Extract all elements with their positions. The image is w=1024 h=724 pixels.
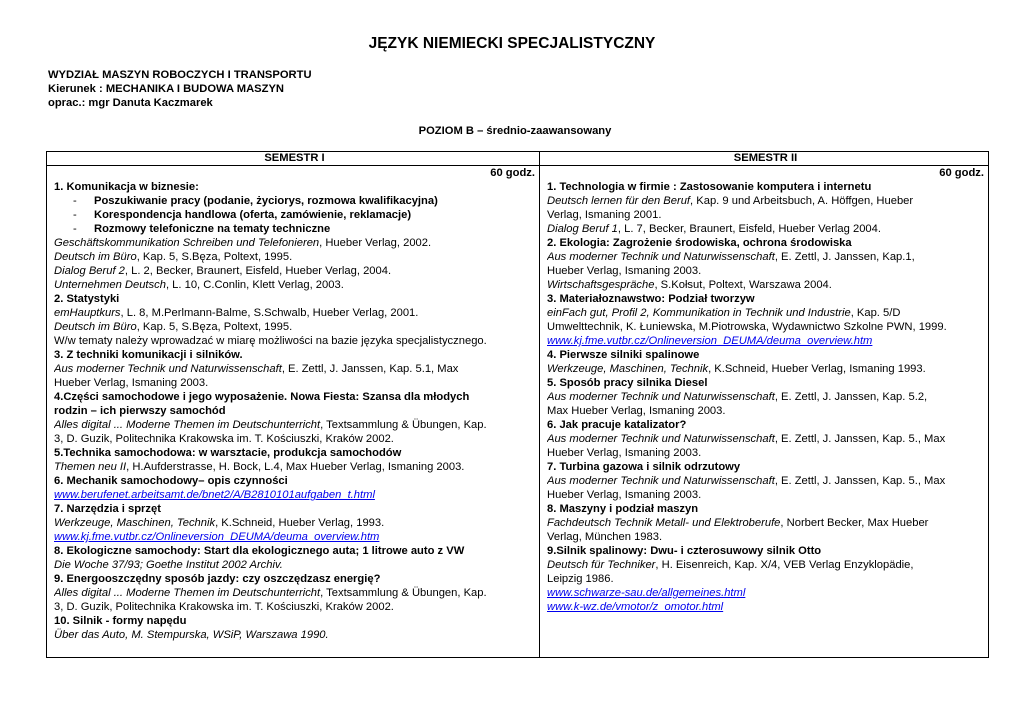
reference-line [547, 250, 984, 264]
link-line [54, 530, 535, 544]
topic-heading [547, 544, 984, 558]
reference-text: Hueber Verlag, Ismaning 2003. [54, 377, 209, 389]
reference-title: Deutsch im Büro [54, 251, 137, 263]
semester-2-hours: 60 godz. [939, 167, 984, 179]
reference-line [547, 264, 984, 278]
reference-text: Max Hueber Verlag, Ismaning 2003. [547, 405, 726, 417]
reference-line [54, 236, 535, 250]
document-title: JĘZYK NIEMIECKI SPECJALISTYCZNY [368, 35, 656, 52]
reference-text: , Kap. 9 und Arbeitsbuch, A. Höffgen, Hueber [690, 195, 914, 207]
topic-heading [54, 390, 535, 404]
topic-heading [547, 376, 984, 390]
reference-title: Über das Auto, M. Stempurska, WSiP, Warszawa 1990. [54, 629, 329, 641]
reference-title: Aus moderner Technik und Naturwissenschaft [547, 391, 775, 403]
reference-line [54, 516, 535, 530]
reference-line [547, 572, 984, 586]
reference-text: , E. Zettl, J. Janssen, Kap. 5.1, Max [281, 363, 459, 375]
topic-heading [54, 544, 535, 558]
topic-heading-text: 5. Sposób pracy silnika Diesel [547, 377, 708, 389]
reference-line [54, 278, 535, 292]
reference-line [54, 362, 535, 376]
bullet-dash: - [73, 209, 77, 221]
topic-heading [54, 502, 535, 516]
reference-title: Dialog Beruf 1 [547, 223, 618, 235]
reference-line [54, 306, 535, 320]
bullet-text: Rozmowy telefoniczne na tematy techniczne [94, 223, 331, 235]
reference-text: , Kap. 5, S.Bęza, Poltext, 1995. [136, 321, 293, 333]
reference-title: Alles digital ... Moderne Themen im Deutschunterricht [54, 587, 321, 599]
reference-line [54, 418, 535, 432]
topic-heading [54, 348, 535, 362]
reference-line [547, 488, 984, 502]
web-link[interactable]: www.schwarze-sau.de/allgemeines.html [547, 587, 746, 599]
semester-2-header: SEMESTR II [540, 152, 989, 166]
reference-line [54, 558, 535, 572]
topic-heading [54, 180, 535, 194]
reference-line [54, 334, 535, 348]
reference-title: Aus moderner Technik und Naturwissenschaft [547, 251, 775, 263]
topic-heading-text: 6. Jak pracuje katalizator? [547, 419, 687, 431]
reference-text: , E. Zettl, J. Janssen, Kap. 5., Max [774, 475, 946, 487]
reference-title: Themen neu II [54, 461, 127, 473]
reference-title: einFach gut, Profil 2, Kommunikation in Technik und Industrie [547, 307, 851, 319]
reference-title: Unternehmen Deutsch [54, 279, 166, 291]
reference-line [547, 530, 984, 544]
reference-text: , S.Kołsut, Poltext, Warszawa 2004. [654, 279, 832, 291]
reference-line [54, 460, 535, 474]
reference-text: W/w tematy należy wprowadzać w miarę możliwości na bazie języka specjalistycznego. [54, 335, 487, 347]
topic-heading [547, 502, 984, 516]
reference-text: , L. 8, M.Perlmann-Balme, S.Schwalb, Hueber Verlag, 2001. [120, 307, 419, 319]
reference-line [547, 404, 984, 418]
bullet-item [54, 222, 535, 236]
semester-2-cell [540, 166, 989, 658]
web-link[interactable]: www.kj.fme.vutbr.cz/Onlineversion_DEUMA/deuma_overview.htm [54, 531, 380, 543]
reference-title: Aus moderner Technik und Naturwissenschaft [547, 475, 775, 487]
topic-heading [547, 292, 984, 306]
reference-line [54, 432, 535, 446]
reference-title: Werkzeuge, Maschinen, Technik [547, 363, 709, 375]
reference-text: Hueber Verlag, Ismaning 2003. [547, 447, 702, 459]
topic-heading-text: rodzin – ich pierwszy samochód [54, 405, 226, 417]
reference-text: , Textsammlung & Übungen, Kap. [320, 587, 487, 599]
topic-heading-text: : w warsztacie, produkcja samochodów [191, 447, 402, 459]
reference-line [547, 278, 984, 292]
reference-line [547, 390, 984, 404]
faculty-line: WYDZIAŁ MASZYN ROBOCZYCH I TRANSPORTU [48, 69, 312, 81]
reference-title: Werkzeuge, Maschinen, Technik [54, 517, 216, 529]
reference-title: emHauptkurs [54, 307, 121, 319]
direction-line: Kierunek : MECHANIKA I BUDOWA MASZYN [48, 83, 284, 95]
reference-title: Aus moderner Technik und Naturwissenschaft [54, 363, 282, 375]
topic-heading-lead: 5.Technika samochodowa [54, 447, 192, 459]
reference-text: Verlag, Ismaning 2001. [547, 209, 662, 221]
reference-text: Leipzig 1986. [547, 573, 614, 585]
topic-heading [547, 460, 984, 474]
topic-heading-text: 1. Komunikacja w biznesie: [54, 181, 199, 193]
reference-text: Hueber Verlag, Ismaning 2003. [547, 265, 702, 277]
topic-heading-text: 2. Ekologia: Zagrożenie środowiska, ochrona środowiska [547, 237, 852, 249]
reference-line [547, 558, 984, 572]
reference-title: Die Woche 37/93; Goethe Institut 2002 Archiv. [54, 559, 283, 571]
reference-text: Hueber Verlag, Ismaning 2003. [547, 489, 702, 501]
bullet-item [54, 208, 535, 222]
bullet-text: Korespondencja handlowa (oferta, zamówienie, reklamacje) [94, 209, 412, 221]
semester-1-cell [47, 166, 540, 658]
reference-text: , K.Schneid, Hueber Verlag, Ismaning 1993. [708, 363, 926, 375]
link-line [54, 488, 535, 502]
topic-heading-text: 8. Maszyny i podział maszyn [547, 503, 699, 515]
reference-text: , Textsammlung & Übungen, Kap. [320, 419, 487, 431]
reference-line [547, 208, 984, 222]
reference-title: Wirtschaftsgespräche [547, 279, 655, 291]
bullet-text: Poszukiwanie pracy (podanie, życiorys, rozmowa kwalifikacyjna) [94, 195, 438, 207]
topic-heading [547, 180, 984, 194]
reference-line [54, 600, 535, 614]
reference-text: , L. 7, Becker, Braunert, Eisfeld, Hueber Verlag 2004. [617, 223, 881, 235]
link-line [547, 600, 984, 614]
topic-heading [547, 418, 984, 432]
reference-title: Aus moderner Technik und Naturwissenschaft [547, 433, 775, 445]
reference-text: , H.Aufderstrasse, H. Bock, L.4, Max Hueber Verlag, Ismaning 2003. [126, 461, 465, 473]
reference-text: , Norbert Becker, Max Hueber [780, 517, 929, 529]
semester-1-header: SEMESTR I [47, 152, 540, 166]
level-heading: POZIOM B – średnio-zaawansowany [418, 125, 612, 137]
reference-title: Alles digital ... Moderne Themen im Deutschunterricht [54, 419, 321, 431]
reference-line [547, 320, 984, 334]
reference-line [54, 376, 535, 390]
reference-text: , L. 10, C.Conlin, Klett Verlag, 2003. [165, 279, 344, 291]
reference-text: , Kap. 5/D [850, 307, 901, 319]
semester-table [46, 151, 989, 658]
topic-heading [54, 446, 535, 460]
topic-heading [54, 404, 535, 418]
reference-text: Verlag, München 1983. [547, 531, 663, 543]
reference-line [547, 194, 984, 208]
reference-line [547, 432, 984, 446]
reference-text: , L. 2, Becker, Braunert, Eisfeld, Hueber Verlag, 2004. [124, 265, 392, 277]
topic-heading [547, 236, 984, 250]
topic-heading-text: 4. Pierwsze silniki spalinowe [547, 349, 700, 361]
reference-line [54, 250, 535, 264]
reference-line [54, 264, 535, 278]
link-line [547, 586, 984, 600]
reference-text: 3, D. Guzik, Politechnika Krakowska im. T. Kościuszki, Kraków 2002. [54, 601, 394, 613]
reference-line [54, 628, 535, 642]
topic-heading-text: 1. Technologia w firmie : Zastosowanie komputera i internetu [547, 181, 872, 193]
topic-heading-text: 3. Materiałoznawstwo: Podział tworzyw [547, 293, 755, 305]
reference-line [54, 586, 535, 600]
reference-line [547, 474, 984, 488]
reference-title: Fachdeutsch Technik Metall- und Elektroberufe [547, 517, 781, 529]
topic-heading [547, 348, 984, 362]
author-line: oprac.: mgr Danuta Kaczmarek [48, 97, 213, 109]
reference-text: , K.Schneid, Hueber Verlag, 1993. [215, 517, 385, 529]
topic-heading [54, 474, 535, 488]
reference-line [547, 516, 984, 530]
reference-text: , E. Zettl, J. Janssen, Kap.1, [774, 251, 915, 263]
reference-text: , Hueber Verlag, 2002. [319, 237, 432, 249]
topic-heading-text: 6. Mechanik samochodowy– opis czynności [54, 475, 288, 487]
reference-text: , H. Eisenreich, Kap. X/4, VEB Verlag Enzyklopädie, [655, 559, 914, 571]
topic-heading-text: 7. Turbina gazowa i silnik odrzutowy [547, 461, 741, 473]
reference-line [54, 320, 535, 334]
link-line [547, 334, 984, 348]
reference-text: , Kap. 5, S.Bęza, Poltext, 1995. [136, 251, 293, 263]
reference-text: Umwelttechnik, K. Łuniewska, M.Piotrowska, Wydawnictwo Szkolne PWN, 1999. [547, 321, 947, 333]
reference-title: Dialog Beruf 2 [54, 265, 125, 277]
semester-header-row [47, 152, 989, 166]
reference-text: 3, D. Guzik, Politechnika Krakowska im. T. Kościuszki, Kraków 2002. [54, 433, 394, 445]
bullet-dash: - [73, 223, 77, 235]
semester-1-content [54, 180, 535, 642]
bullet-dash: - [73, 195, 77, 207]
reference-title: Deutsch im Büro [54, 321, 137, 333]
topic-heading-text: 3. Z techniki komunikacji i silników. [54, 349, 243, 361]
topic-heading-text: 10. Silnik - formy napędu [54, 615, 187, 627]
reference-line [547, 222, 984, 236]
semester-2-content [547, 180, 984, 614]
web-link[interactable]: www.berufenet.arbeitsamt.de/bnet2/A/B2810101aufgaben_t.html [54, 489, 375, 501]
topic-heading-text: 8. Ekologiczne samochody: Start dla ekologicznego auta; 1 litrowe auto z VW [54, 545, 465, 557]
topic-heading-text: 2. Statystyki [54, 293, 120, 305]
reference-text: , E. Zettl, J. Janssen, Kap. 5.2, [774, 391, 928, 403]
reference-title: Geschäftskommunikation Schreiben und Telefonieren [54, 237, 320, 249]
topic-heading-text: 9. Energooszczędny sposób jazdy: czy oszczędzasz energię? [54, 573, 381, 585]
topic-heading-text: 4.Części samochodowe i jego wyposażenie. Nowa Fiesta: Szansa dla młodych [54, 391, 470, 403]
topic-heading [54, 292, 535, 306]
semester-1-hours: 60 godz. [490, 167, 535, 179]
topic-heading-text: 9.Silnik spalinowy: Dwu- i czterosuwowy silnik Otto [547, 545, 822, 557]
document-header [48, 68, 312, 110]
reference-line [547, 306, 984, 320]
reference-line [547, 446, 984, 460]
web-link[interactable]: www.k-wz.de/vmotor/z_omotor.html [547, 601, 724, 613]
reference-text: , E. Zettl, J. Janssen, Kap. 5., Max [774, 433, 946, 445]
web-link[interactable]: www.kj.fme.vutbr.cz/Onlineversion_DEUMA/deuma_overview.htm [547, 335, 873, 347]
semester-content-row [47, 166, 989, 658]
topic-heading-text: 7. Narzędzia i sprzęt [54, 503, 161, 515]
topic-heading [54, 614, 535, 628]
reference-title: Deutsch lernen für den Beruf [547, 195, 691, 207]
topic-heading [54, 572, 535, 586]
reference-title: Deutsch für Techniker [547, 559, 656, 571]
bullet-item [54, 194, 535, 208]
reference-line [547, 362, 984, 376]
